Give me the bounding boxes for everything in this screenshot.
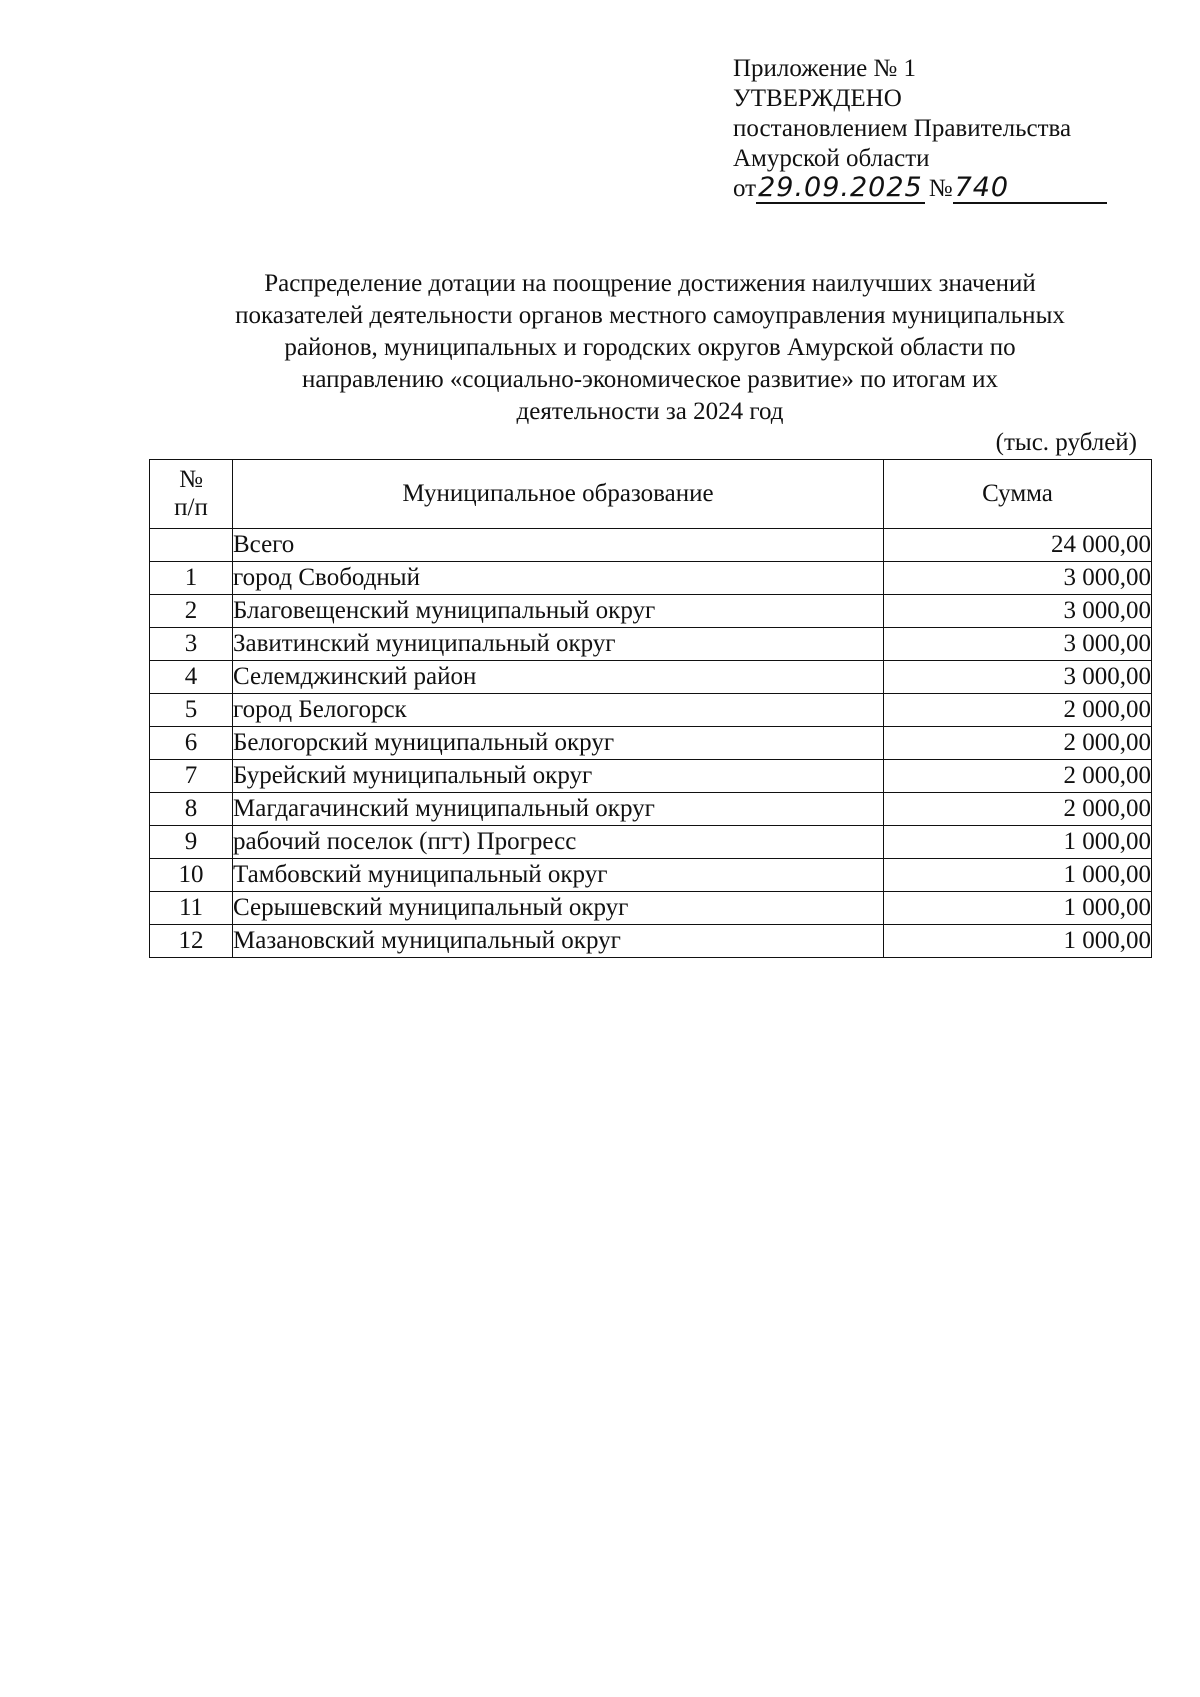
region-label: Амурской области bbox=[733, 145, 930, 172]
date-number-line bbox=[733, 174, 1153, 204]
approval-block bbox=[733, 54, 1153, 204]
row-municipality: город Белогорск bbox=[233, 694, 884, 727]
distribution-table bbox=[149, 459, 1152, 958]
unit-label: (тыс. рублей) bbox=[995, 429, 1137, 456]
row-municipality: Завитинский муниципальный округ bbox=[233, 628, 884, 661]
row-number: 5 bbox=[150, 694, 233, 727]
table-row bbox=[150, 859, 1152, 892]
number-underline bbox=[1027, 176, 1107, 204]
table-row bbox=[150, 892, 1152, 925]
row-number: 10 bbox=[150, 859, 233, 892]
row-number: 3 bbox=[150, 628, 233, 661]
header-municipality: Муниципальное образование bbox=[233, 460, 884, 529]
header-number-symbol: № bbox=[179, 466, 203, 493]
table-row bbox=[150, 595, 1152, 628]
row-sum: 2 000,00 bbox=[884, 760, 1152, 793]
row-municipality: рабочий поселок (пгт) Прогресс bbox=[233, 826, 884, 859]
row-sum: 1 000,00 bbox=[884, 826, 1152, 859]
table-row bbox=[150, 661, 1152, 694]
table-header-row bbox=[150, 460, 1152, 529]
row-number: 1 bbox=[150, 562, 233, 595]
row-municipality: Всего bbox=[233, 529, 884, 562]
document-title bbox=[130, 268, 1170, 428]
row-number: 9 bbox=[150, 826, 233, 859]
handwritten-number: 740 bbox=[953, 174, 1027, 204]
header-number-abbr: п/п bbox=[174, 494, 208, 521]
total-row bbox=[150, 529, 1152, 562]
title-line-1: Распределение дотации на поощрение достижения наилучших значений bbox=[264, 270, 1036, 297]
row-municipality: Мазановский муниципальный округ bbox=[233, 925, 884, 958]
row-municipality: город Свободный bbox=[233, 562, 884, 595]
row-municipality: Тамбовский муниципальный округ bbox=[233, 859, 884, 892]
row-number: 12 bbox=[150, 925, 233, 958]
row-sum: 2 000,00 bbox=[884, 727, 1152, 760]
row-municipality: Белогорский муниципальный округ bbox=[233, 727, 884, 760]
row-sum: 2 000,00 bbox=[884, 694, 1152, 727]
resolution-label: постановлением Правительства bbox=[733, 115, 1072, 142]
appendix-label: Приложение № 1 bbox=[733, 55, 917, 82]
handwritten-date: 29.09.2025 bbox=[758, 172, 923, 203]
table-row bbox=[150, 793, 1152, 826]
row-sum: 1 000,00 bbox=[884, 859, 1152, 892]
number-prefix: № bbox=[928, 175, 953, 202]
table-row bbox=[150, 925, 1152, 958]
row-number: 7 bbox=[150, 760, 233, 793]
row-municipality: Серышевский муниципальный округ bbox=[233, 892, 884, 925]
title-line-5: деятельности за 2024 год bbox=[516, 398, 784, 425]
title-line-4: направлению «социально-экономическое развитие» по итогам их bbox=[302, 366, 998, 393]
row-municipality: Бурейский муниципальный округ bbox=[233, 760, 884, 793]
row-sum: 3 000,00 bbox=[884, 628, 1152, 661]
table-row bbox=[150, 727, 1152, 760]
header-sum: Сумма bbox=[884, 460, 1152, 529]
row-sum: 2 000,00 bbox=[884, 793, 1152, 826]
row-number: 11 bbox=[150, 892, 233, 925]
row-number bbox=[150, 529, 233, 562]
table-row bbox=[150, 694, 1152, 727]
row-number: 4 bbox=[150, 661, 233, 694]
row-municipality: Благовещенский муниципальный округ bbox=[233, 595, 884, 628]
row-sum: 24 000,00 bbox=[884, 529, 1152, 562]
date-prefix: от bbox=[733, 175, 757, 202]
table-row bbox=[150, 760, 1152, 793]
row-sum: 1 000,00 bbox=[884, 925, 1152, 958]
row-number: 6 bbox=[150, 727, 233, 760]
row-number: 2 bbox=[150, 595, 233, 628]
table-row bbox=[150, 628, 1152, 661]
title-line-2: показателей деятельности органов местного самоуправления муниципальных bbox=[235, 302, 1065, 329]
header-number bbox=[150, 460, 233, 529]
table-row bbox=[150, 562, 1152, 595]
row-number: 8 bbox=[150, 793, 233, 826]
row-sum: 1 000,00 bbox=[884, 892, 1152, 925]
row-sum: 3 000,00 bbox=[884, 595, 1152, 628]
row-municipality: Магдагачинский муниципальный округ bbox=[233, 793, 884, 826]
table-row bbox=[150, 826, 1152, 859]
row-sum: 3 000,00 bbox=[884, 562, 1152, 595]
approved-label: УТВЕРЖДЕНО bbox=[733, 85, 902, 112]
row-sum: 3 000,00 bbox=[884, 661, 1152, 694]
title-line-3: районов, муниципальных и городских округов Амурской области по bbox=[284, 334, 1016, 361]
row-municipality: Селемджинский район bbox=[233, 661, 884, 694]
